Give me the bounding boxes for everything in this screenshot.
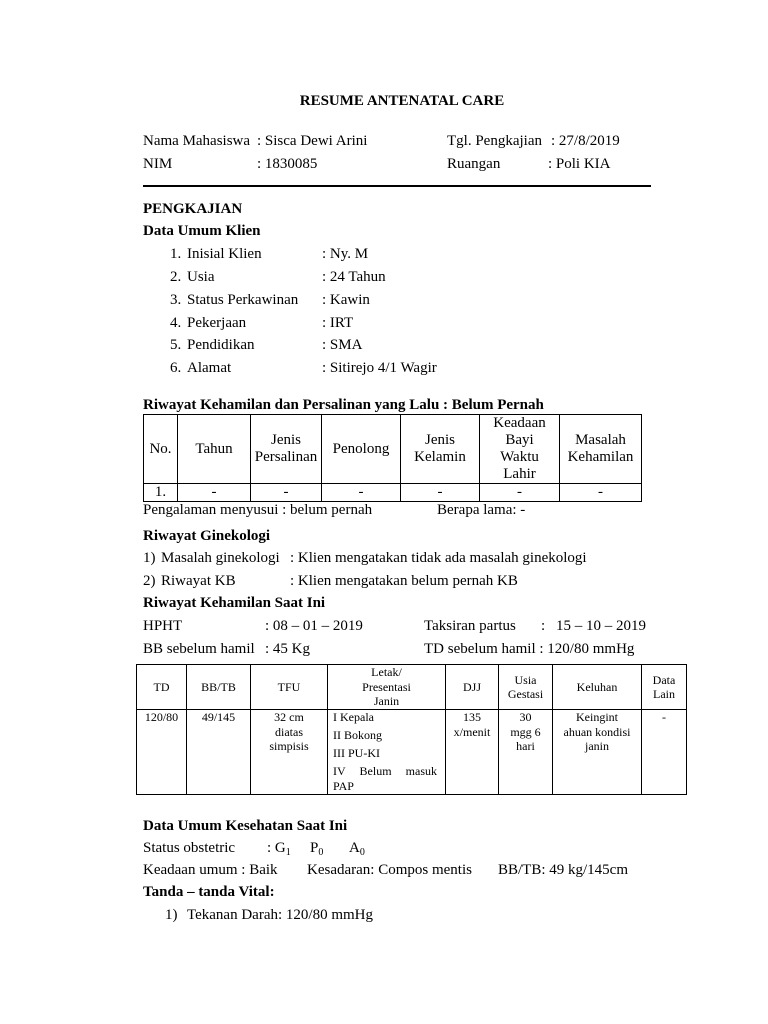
nim-label: NIM xyxy=(143,156,173,172)
table-cell-tfu xyxy=(251,710,328,795)
cell-line: 32 cm xyxy=(274,710,304,724)
cell-line: hari xyxy=(516,739,535,753)
current-pregnancy-table xyxy=(136,664,687,795)
table-row xyxy=(137,710,687,795)
header-text: Data xyxy=(652,672,676,687)
column-header-djj xyxy=(446,665,499,710)
list-number: 6. xyxy=(170,360,182,376)
column-header-jenis-kelamin xyxy=(401,415,480,484)
list-label: Status Perkawinan xyxy=(187,292,299,308)
keadaan-umum: Keadaan umum : Baik xyxy=(143,862,278,878)
column-header-bb-tb xyxy=(187,665,251,710)
subheading-riwayat-ginekologi: Riwayat Ginekologi xyxy=(143,528,271,544)
table-header-row xyxy=(137,665,687,710)
header-text: Keluhan xyxy=(576,679,618,694)
td-sebelum-hamil: TD sebelum hamil : 120/80 mmHg xyxy=(424,641,635,657)
abortus-letter: A xyxy=(349,840,360,856)
table-cell-usia-gestasi xyxy=(499,710,553,795)
header-text: Penolong xyxy=(332,440,390,457)
column-header-keluhan xyxy=(553,665,642,710)
list-value: : Klien mengatakan belum pernah KB xyxy=(290,573,518,589)
header-text: Bayi xyxy=(505,432,534,448)
list-label: Pendidikan xyxy=(187,337,255,353)
table-body xyxy=(137,710,687,795)
letak-item: II Bokong xyxy=(333,728,382,742)
cell-line: janin xyxy=(585,739,609,753)
subheading-kehamilan-saat-ini: Riwayat Kehamilan Saat Ini xyxy=(143,595,326,611)
table-cell: - xyxy=(322,484,401,502)
ruangan-label: Ruangan xyxy=(447,156,501,172)
list-value: : Klien mengatakan tidak ada masalah ginekologi xyxy=(290,550,587,566)
list-number: 2) xyxy=(143,573,156,589)
letak-item: I Kepala xyxy=(333,710,374,724)
list-label: Masalah ginekologi xyxy=(161,550,280,566)
list-label: Pekerjaan xyxy=(187,315,247,331)
gravida-letter: : G xyxy=(267,840,286,856)
table-cell-td: 120/80 xyxy=(137,710,187,795)
bb-sebelum-hamil-value: : 45 Kg xyxy=(265,641,310,657)
letak-item: III PU-KI xyxy=(333,746,380,760)
table-cell-bb-tb: 49/145 xyxy=(187,710,251,795)
list-value: : 24 Tahun xyxy=(322,269,386,285)
column-header-td xyxy=(137,665,187,710)
header-text: Jenis xyxy=(425,432,455,448)
list-label: Inisial Klien xyxy=(187,246,262,262)
header-text: TD xyxy=(153,679,170,694)
header-text: Tahun xyxy=(195,440,233,457)
subheading-tanda-vital: Tanda – tanda Vital: xyxy=(143,884,275,900)
column-header-keadaan-bayi xyxy=(480,415,560,484)
list-number: 5. xyxy=(170,337,182,353)
column-header-usia-gestasi xyxy=(499,665,553,710)
table-cell: - xyxy=(178,484,251,502)
header-text: Jenis xyxy=(271,432,301,448)
cell-line: 135 xyxy=(463,710,481,724)
table-cell: - xyxy=(251,484,322,502)
hpht-label: HPHT xyxy=(143,618,183,634)
header-text: Presentasi xyxy=(362,679,411,694)
taksiran-partus-label: Taksiran partus xyxy=(424,618,516,634)
vital-tekanan-darah: Tekanan Darah: 120/80 mmHg xyxy=(187,907,373,923)
list-label: Alamat xyxy=(187,360,232,376)
column-header-data-lain xyxy=(642,665,687,710)
pengalaman-menyusui: Pengalaman menyusui : belum pernah xyxy=(143,502,373,518)
table-cell-letak xyxy=(328,710,446,795)
header-text: Keadaan xyxy=(493,415,546,431)
kesadaran: Kesadaran: Compos mentis xyxy=(307,862,472,878)
column-header-tahun xyxy=(178,415,251,484)
table-row xyxy=(144,484,642,502)
header-text: Letak/ xyxy=(371,665,402,680)
list-number: 2. xyxy=(170,269,182,285)
status-obstetric-label: Status obstetric xyxy=(143,840,236,856)
cell-line: simpisis xyxy=(269,739,309,753)
table-cell: 1. xyxy=(144,484,178,502)
list-value: : SMA xyxy=(322,337,363,353)
taksiran-partus-value: 15 – 10 – 2019 xyxy=(556,618,646,634)
table-cell-keluhan xyxy=(553,710,642,795)
list-label: Riwayat KB xyxy=(161,573,236,589)
list-value: : Kawin xyxy=(322,292,370,308)
list-value: : IRT xyxy=(322,315,354,331)
header-text: Persalinan xyxy=(254,449,318,465)
table-cell: - xyxy=(401,484,480,502)
header-text: Masalah xyxy=(575,432,626,448)
list-value: : Sitirejo 4/1 Wagir xyxy=(322,360,437,376)
list-number: 3. xyxy=(170,292,182,308)
header-text: No. xyxy=(149,440,172,457)
nama-mahasiswa-value: : Sisca Dewi Arini xyxy=(257,133,368,149)
list-number: 1. xyxy=(170,246,182,262)
table-cell: - xyxy=(560,484,642,502)
header-text: Waktu xyxy=(500,449,539,465)
header-text: Janin xyxy=(373,694,400,709)
tgl-pengkajian-value: : 27/8/2019 xyxy=(551,133,620,149)
list-label: Usia xyxy=(187,269,215,285)
cell-line: Keingint xyxy=(576,710,618,724)
bb-tb: BB/TB: 49 kg/145cm xyxy=(498,862,629,878)
header-divider xyxy=(143,185,651,187)
cell-line: mgg 6 xyxy=(510,724,541,739)
cell-line: diatas xyxy=(275,724,303,739)
header-text: Gestasi xyxy=(507,687,544,701)
cell-line: ahuan kondisi xyxy=(563,724,631,739)
list-value: : Ny. M xyxy=(322,246,369,262)
berapa-lama: Berapa lama: - xyxy=(437,502,526,518)
header-text: BB/TB xyxy=(201,679,236,694)
section-heading-pengkajian: PENGKAJIAN xyxy=(143,201,243,217)
table-head xyxy=(137,665,687,710)
obstetric-para xyxy=(310,839,323,857)
column-header-penolong xyxy=(322,415,401,484)
header-text: Kehamilan xyxy=(567,449,634,465)
para-letter: P xyxy=(310,840,319,856)
subheading-data-umum-klien: Data Umum Klien xyxy=(143,223,261,239)
obstetric-gravida xyxy=(267,839,291,857)
header-text: TFU xyxy=(277,679,301,694)
column-header-tfu xyxy=(251,665,328,710)
column-header-masalah-kehamilan xyxy=(560,415,642,484)
table-cell-djj xyxy=(446,710,499,795)
list-number: 4. xyxy=(170,315,182,331)
taksiran-partus-separator: : xyxy=(541,618,546,634)
letak-item: IV Belum masuk PAP xyxy=(333,764,437,793)
previous-pregnancy-table xyxy=(143,414,642,502)
cell-line: x/menit xyxy=(453,724,491,739)
header-text: Kelamin xyxy=(414,449,466,465)
header-text: Usia xyxy=(514,672,537,687)
subheading-riwayat-lalu: Riwayat Kehamilan dan Persalinan yang Lalu : Belum Pernah xyxy=(143,397,544,413)
table-cell: - xyxy=(480,484,560,502)
ruangan-value: : Poli KIA xyxy=(548,156,611,172)
nama-mahasiswa-label: Nama Mahasiswa xyxy=(143,133,251,149)
para-count: 0 xyxy=(318,847,324,858)
column-header-letak-presentasi-janin xyxy=(328,665,446,710)
obstetric-abortus xyxy=(349,839,365,857)
tgl-pengkajian-label: Tgl. Pengkajian xyxy=(447,133,542,149)
abortus-count: 0 xyxy=(359,847,365,858)
list-number: 1) xyxy=(165,907,178,923)
bb-sebelum-hamil-label: BB sebelum hamil xyxy=(143,641,255,657)
table-head xyxy=(144,415,642,484)
nim-value: : 1830085 xyxy=(257,156,318,172)
list-number: 1) xyxy=(143,550,156,566)
header-text: DJJ xyxy=(462,679,481,694)
cell-line: 30 xyxy=(519,710,532,724)
subheading-data-umum-kesehatan: Data Umum Kesehatan Saat Ini xyxy=(143,818,348,834)
column-header-no xyxy=(144,415,178,484)
table-cell-data-lain: - xyxy=(642,710,687,795)
header-text: Lahir xyxy=(503,466,536,482)
hpht-value: : 08 – 01 – 2019 xyxy=(265,618,363,634)
column-header-jenis-persalinan xyxy=(251,415,322,484)
header-text: Lain xyxy=(653,687,675,701)
table-body xyxy=(144,484,642,502)
gravida-count: 1 xyxy=(285,847,291,858)
table-header-row xyxy=(144,415,642,484)
document-title: RESUME ANTENATAL CARE xyxy=(299,93,505,109)
